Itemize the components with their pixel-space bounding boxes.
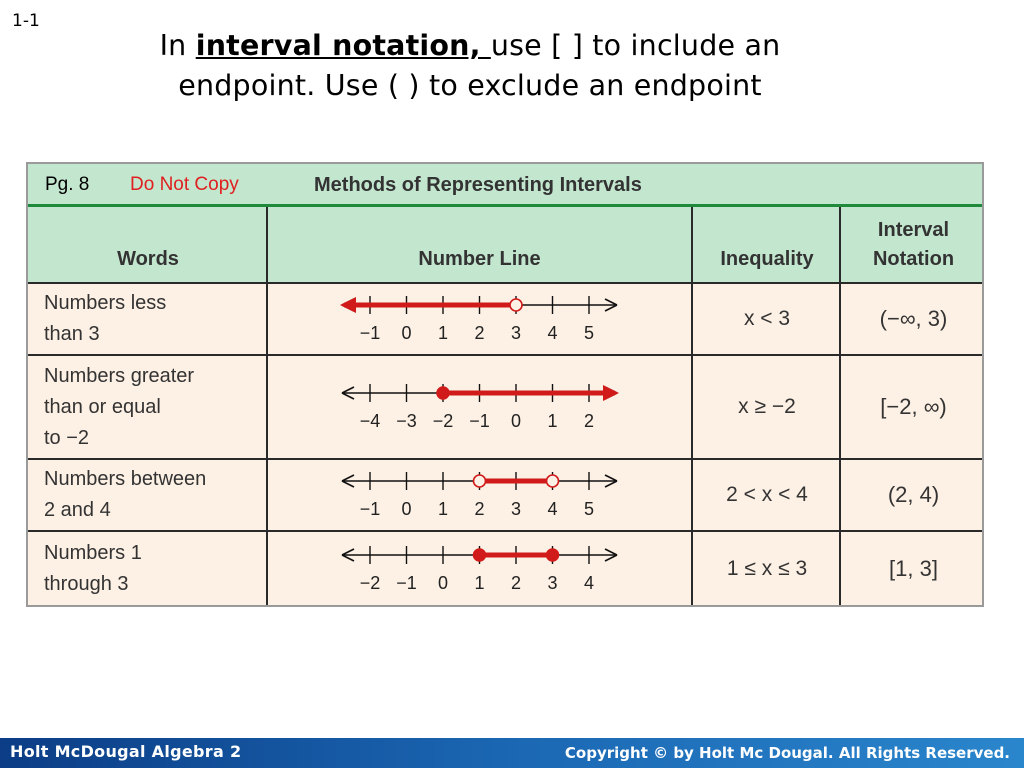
- tick-label: 1: [437, 499, 449, 519]
- intervals-table: [26, 162, 984, 607]
- interval-cell: (2, 4): [887, 482, 940, 507]
- words-line: Numbers greater: [44, 364, 195, 387]
- table-title: Methods of Representing Intervals: [314, 174, 642, 196]
- tick-label: −4: [359, 411, 381, 431]
- tick-label: 5: [583, 323, 595, 343]
- number-line-cell: [268, 460, 691, 530]
- words-line: to −2: [44, 426, 90, 449]
- words-cell: [28, 284, 268, 354]
- tick-label: −3: [396, 411, 417, 431]
- title-line1-rest: use [ ] to include an: [490, 29, 781, 62]
- words-line: 2 and 4: [44, 499, 111, 521]
- tick-label: 0: [401, 499, 412, 519]
- words-line: Numbers less: [44, 292, 167, 314]
- header-interval-notation: [843, 207, 984, 282]
- tick-label: 4: [547, 323, 558, 343]
- tick-label: 3: [510, 499, 522, 519]
- number-line-cell: [268, 532, 691, 605]
- tick-label: 3: [510, 323, 522, 343]
- tick-label: 1: [474, 572, 485, 593]
- tick-label: 1: [547, 411, 558, 431]
- header-words: Words: [117, 248, 179, 270]
- tick-label: 0: [401, 323, 412, 343]
- table-row: [28, 356, 982, 460]
- words-line: through 3: [44, 572, 129, 595]
- open-endpoint: [474, 475, 486, 487]
- inequality-cell: x < 3: [743, 307, 791, 330]
- tick-label: −1: [359, 323, 381, 343]
- tick-label: −1: [396, 572, 417, 593]
- footer-copyright: Copyright © by Holt Mc Dougal. All Rights Reserved.: [564, 744, 1010, 762]
- open-endpoint: [547, 475, 559, 487]
- inequality-cell: x ≥ −2: [738, 395, 796, 418]
- closed-endpoint: [547, 549, 559, 561]
- tick-label: −2: [432, 411, 454, 431]
- closed-endpoint: [437, 387, 449, 399]
- number-line: [268, 373, 691, 441]
- header-number-line: Number Line: [418, 248, 541, 270]
- tick-label: −2: [359, 572, 381, 593]
- slide-number: 1-1: [12, 11, 40, 31]
- number-line: [268, 461, 691, 529]
- words-line: than 3: [44, 323, 100, 345]
- title-line2: endpoint. Use ( ) to exclude an endpoint: [178, 69, 762, 102]
- inequality-cell: 2 < x < 4: [726, 483, 808, 506]
- tick-label: −1: [359, 499, 381, 519]
- tick-label: 4: [547, 499, 558, 519]
- interval-cell: [1, 3]: [889, 555, 938, 581]
- shade-arrow-left: [340, 297, 356, 313]
- interval-cell: (−∞, 3): [879, 306, 948, 331]
- open-endpoint: [510, 299, 522, 311]
- shade-arrow-right: [603, 385, 619, 401]
- tick-label: −1: [469, 411, 490, 431]
- tick-label: 2: [583, 411, 595, 431]
- footer-course-title: Holt McDougal Algebra 2: [10, 742, 242, 761]
- number-line: [268, 535, 691, 603]
- page-reference: Pg. 8: [45, 174, 90, 195]
- table-row: [28, 532, 982, 605]
- header-inequality: Inequality: [720, 248, 814, 270]
- tick-label: 1: [437, 323, 449, 343]
- table-row: [28, 460, 982, 532]
- words-line: Numbers between: [44, 468, 207, 490]
- tick-label: 3: [547, 572, 558, 593]
- footer-bar: [0, 738, 1024, 768]
- header-interval-line1: Interval: [877, 219, 950, 241]
- table-row: [28, 284, 982, 356]
- tick-label: 2: [474, 499, 485, 519]
- tick-label: 0: [510, 411, 522, 431]
- words-cell: [28, 356, 268, 458]
- interval-cell: [−2, ∞): [880, 394, 947, 419]
- words-cell: [28, 532, 268, 605]
- title-keyword: interval notation,: [195, 29, 491, 62]
- words-cell: [28, 460, 268, 530]
- number-line-cell: [268, 356, 691, 458]
- slide-title: [60, 26, 880, 106]
- tick-label: 2: [474, 323, 485, 343]
- words-line: than or equal: [44, 395, 161, 418]
- number-line-cell: [268, 284, 691, 354]
- do-not-copy-label: Do Not Copy: [130, 174, 239, 195]
- table-caption-bar: [28, 164, 982, 207]
- tick-label: 2: [510, 572, 522, 593]
- closed-endpoint: [474, 549, 486, 561]
- tick-label: 5: [583, 499, 595, 519]
- tick-label: 0: [437, 572, 449, 593]
- title-prefix: In: [159, 29, 196, 62]
- number-line: [268, 285, 691, 353]
- words-line: Numbers 1: [44, 541, 142, 564]
- inequality-cell: 1 ≤ x ≤ 3: [726, 556, 808, 580]
- header-interval-line2: Notation: [872, 248, 955, 270]
- tick-label: 4: [583, 572, 595, 593]
